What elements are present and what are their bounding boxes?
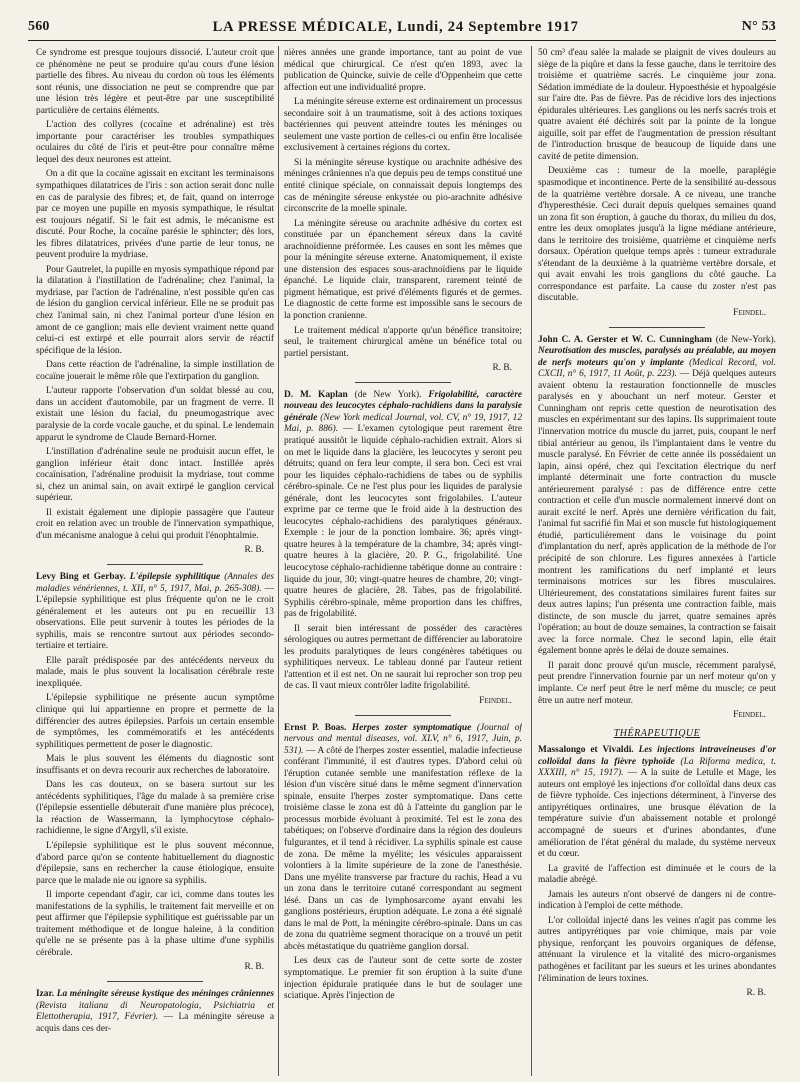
article-title: La méningite séreuse kystique des méninges crâniennes	[56, 989, 274, 1000]
paragraph: Il parait donc prouvé qu'un muscle, récemment paralysé, peut prendre l'innervation fournie par un nerf moteur qu'on y implante. Ce nerf peut être le nerf même du muscle; ce peut être un autre nerf moteur.	[538, 660, 776, 706]
article-source: (Medical Record, vol. CXCII, n° 6, 1917, 11 Août, p. 223).	[538, 357, 776, 380]
signature: Feindel.	[479, 695, 512, 706]
article-heading	[284, 390, 522, 621]
article-heading	[284, 723, 522, 954]
paragraph: L'action des collyres (cocaïne et adrénaline) est très importante pour caractériser les troubles sympathiques oculaires du côté de l'iris et peut-être pour connaître même lequel des deux neurones est atteint.	[36, 120, 274, 165]
paragraph: Il importe cependant d'agir, car ici, comme dans toutes les manifestations de la syphilis, le traitement fait merveille et on peut affirmer que l'épilepsie syphilitique est guérissable par un traitement méthodique et de longue haleine, à la condition qu'elle ne se présente pas à la phase ultime d'une syphilis cérébrale.	[36, 890, 274, 958]
paragraph: Jamais les auteurs n'ont observé de dangers ni de contre-indication à l'emploi de cette méthode.	[538, 889, 776, 912]
paragraph: Elle paraît prédisposée par des antécédents nerveux du malade, mais le plus souvent la localisation cérébrale reste inexpliquée.	[36, 655, 274, 689]
article-title: Herpes zoster symptomatique	[351, 722, 472, 733]
paragraph: Deuxième cas : tumeur de la moelle, paraplégie spasmodique et incontinence. Perte de la sensibilité au-dessous de la quatrième vertèbre dorsale. A ce niveau, une tranche d'hyperesthésie. Ceci durait depuis quelques semaines quand un zona fit son éruption, à gauche du thorax, du milieu du dos, entre les deux omoplates jusqu'à la ligne médiane antérieure, dans le territoire des troisième, quatrième et cinquième nerfs dorsaux. Opération quelque temps après : tumeur extradurale s'étendant de la deuxième à la quatrième vertèbre dorsale, et qui avait envahi les trois ganglions du côté gauche. La correspondance est parfaite. La cause du zoster n'est pas discutable.	[538, 166, 776, 304]
paragraph: Les deux cas de l'auteur sont de cette sorte de zoster symptomatique. Le premier fit son éruption à la suite d'une injection épidurale pratiquée dans le but de soulager une sciatique. Après l'injection de	[284, 956, 522, 1002]
article-author: Levy Bing et Gerbay.	[36, 571, 126, 582]
signature: Feindel.	[733, 710, 766, 721]
paragraph: Il existait également une diplopie passagère que l'auteur croit en relation avec un trouble de l'innervation sympathique, d'un mécanisme analogue à celui qui produit l'énophtalmie.	[36, 507, 274, 541]
article-separator	[355, 715, 450, 716]
paragraph: L'instillation d'adrénaline seule ne produisit aucun effet, le ganglion inférieur était donc intact. Instillée après cocaïnisation, l'adrénaline produisit la mydriase, tout comme si, chez un animal sain, on avait extirpé le ganglion cervical supérieur.	[36, 447, 274, 504]
article-text: — Déjà quelques auteurs avaient obtenu la restauration fonctionnelle de muscles paralysés en y abouchant un nerf moteur. Gerster et Cunningham ont repris cette question de neurotisation des muscles en expérimentant sur des lapins. Ils supprimaient toute l'innervation motrice du muscle du jarret, puis, coupant le nerf tibial antérieur au genou, ils l'implantaient dans le ventre du muscle paralysé. En Février de cette année ils possédaient un lapin, ainsi opéré, chez qui l'excitation électrique du nerf implanté déterminait une forte contraction du muscle antérieurement paralysé : pas de différence entre cette contraction et celle d'un muscle normalement innervé dont on aurait excité le nerf. Après une dernière vérification du fait, l'animal fut sacrifié fin Mai et son muscle fut histologiquement étudié, particulièrement dans le voisinage du point d'implantation du nerf, après application de la méthode de l'or précipité de son chlorure. Les figures annexées à l'article montrent les ramifications du nerf implanté et leurs terminaisons motrices sur les fibres musculaires. Ultérieurement, des constatations similaires furent faites sur deux autres lapins; l'un présenta une contraction faible, mais distincte, de son muscle du jarret, quatre semaines après l'opération; au bout de douze semaines, la contraction se faisait avec la force normale. Chez le second lapin, elle était également bonne après le délai de douze semaines.	[538, 369, 776, 657]
article-source: (Journal of nervous and mental diseases, vol. XLV, n° 6, 1917, Juin, p. 531).	[284, 722, 522, 756]
paragraph: On a dit que la cocaïne agissait en excitant les terminaisons sympathiques dilatatrices de l'iris : son action serait donc nulle en cas de paralysie des fibres; et, de fait, quand on interroge par ce moyen une pupille en myosis sympathique, le résultat est toujours négatif. Si le fait est admis, le mécanisme est discuté. Pour Roche, la cocaïne parésie le sphincter; dès lors, les fibres dilatatrices, privées d'une partie de leur tonus, ne peuvent produire la mydriase.	[36, 169, 274, 261]
signature: Feindel.	[733, 308, 766, 319]
paragraph: L'épilepsie syphilitique est le plus souvent méconnue, d'abord parce qu'on se contente habituellement du diagnostic d'épilepsie, sans en rechercher la cause étiologique, ensuite parce que le malade nie ou ignore sa syphilis.	[36, 841, 274, 886]
article-title: Frigolabilité, caractère nouveau des leucocytes céphalo-rachidiens dans la paralysie générale	[284, 389, 522, 423]
article-source: (New York medical Journal, vol. CV, n° 19, 1917, 12 Mai, p. 886).	[284, 412, 522, 435]
paragraph: L'épilepsie syphilitique ne présente aucun symptôme clinique qui lui appartienne en propre et permette de la différencier des autres épilepsies. Parfois un certain ensemble de symptômes, les commémoratifs et les antécédents syphilitiques permettent de poser le diagnostic.	[36, 693, 274, 750]
column-divider	[278, 46, 279, 1076]
paragraph: Ce syndrome est presque toujours dissocié. L'auteur croit que ce phénomène ne peut se produire qu'au cours d'une lésion partielle des fibres. Au niveau du cordon où tous les éléments sont réunis, une dissociation ne peut se comprendre que par une lésion très légère et peut-être par une susceptibilité particulière de certains éléments.	[36, 48, 274, 116]
article-text: — L'examen cytologique peut rarement être pratiqué aussitôt le liquide céphalo-rachidien extrait. Alors si on met le liquide dans la glacière, les leucocytes y seront peu détruits; quand on fera leur compte, il sera bon. Ceci est vrai pour les liquides céphalo-rachidiens de tabes ou de syphilis cérébro-spinale. Ce ne l'est plus pour les liquides de paralysie générale, dont les leucocytes sont frigolabiles. L'auteur exprime par ce terme que le froid aide à la destruction des leucocytes céphalo-rachidiens des paralytiques généraux. Exemple : le jour de la ponction lombaire. 36; après vingt-quatre heures à la température de la chambre, 34; après vingt-quatre heures à la glacière, 20. P. G., frigolabilité. Une leucocytose céphalo-rachidienne tabétique donne au contraire : liquide du jour, 30; vingt-quatre heures de chambre, 20; vingt-quatre heures de glacière, 28. Tabes, pas de frigolabilité. Syphilis cérébro-spinale, même proportion dans les chiffres, pas de frigolabilité.	[284, 424, 522, 620]
journal-title: LA PRESSE MÉDICALE, Lundi, 24 Septembre 1917	[212, 18, 579, 35]
signature: R. B.	[244, 545, 264, 556]
paragraph: La méningite séreuse ou arachnite adhésive du cortex est constituée par un épanchement séreux dans la cavité arachnoïdienne préformée. Les causes en sont les mêmes que pour la méningite séreuse externe. Anatomiquement, il existe une distension des espaces sous-arachnoïdiens par le liquide épanché. Le liquide clair, transparent, rarement teinté de pigment hématique, est privé d'éléments figurés et de germes. Le diagnostic de cette forme est impossible sans le secours de la ponction cranienne.	[284, 218, 522, 322]
page-header	[28, 14, 776, 40]
article-separator	[355, 382, 450, 383]
article-heading	[36, 572, 274, 653]
article-heading	[36, 989, 274, 1035]
paragraph: nières années une grande importance, tant au point de vue médical que chirurgical. Ce n'est qu'en 1893, avec la publication de Quincke, suivie de celle d'Oppenheim que cette affection eut une individualité propre.	[284, 48, 522, 93]
article-author: Izar.	[36, 989, 55, 1000]
article-separator	[107, 564, 202, 565]
article-title: Neurotisation des muscles, paralysés au préalable, au moyen de nerfs moteurs qu'on y implante	[538, 346, 776, 368]
paragraph: Si la méningite séreuse kystique ou arachnite adhésive des méninges crâniennes n'a que depuis peu de temps constitué une entité clinique spéciale, on connaissait depuis longtemps des cas de méningite séreuse enkystée ou pio-arachnite adhésive circonscrite de la moelle spinale.	[284, 157, 522, 215]
column-left	[36, 48, 274, 1078]
article-title: L'épilepsie syphilitique	[129, 571, 221, 582]
paragraph: 50 cm³ d'eau salée la malade se plaignit de vives douleurs au siège de la piqûre et dans la fesse gauche, dans le territoire des troisième et quatrième sacrés. Le cinquième jour zona. Sédation immédiate de la douleur. Hypoesthésie et hypoalgésie sur l'aire dte. Pas de fièvre. Pas de récidive lors des injections épidurales ultérieures. Les ganglions ou les nerfs sacrés trois et quatre avaient été déchirés soit par la pointe de la longue aiguille, soit par effet de l'augmentation de pression résultant de l'introduction brusque de beaucoup de liquide dans une cavité de petite dimension.	[538, 48, 776, 162]
paragraph: La gravité de l'affection est diminuée et le cours de la maladie abrégé.	[538, 863, 776, 886]
paragraph: Mais le plus souvent les éléments du diagnostic sont insuffisants et on devra recourir aux recherches de laboratoire.	[36, 754, 274, 776]
article-source: (La Riforma medica, t. XXXIII, n° 15, 1917).	[538, 756, 776, 779]
column-right	[538, 48, 776, 1078]
article-author: John C. A. Gerster et W. C. Cunningham	[538, 334, 712, 345]
header-rule	[28, 40, 776, 41]
article-author: Massalongo et Vivaldi.	[538, 745, 634, 756]
paragraph: Le traitement médical n'apporte qu'un bénéfice transitoire; seul, le traitement chirurgical amène un bénéfice total ou partiel persistant.	[284, 325, 522, 359]
signature: R. B.	[492, 363, 512, 374]
article-text: — A la suite de Letulle et Mage, les auteurs ont employé les injections d'or colloïdal dans deux cas de fièvre typhoïde. Ces injections déterminent, à l'inverse des antipyrétiques ordinaires, une brusque élévation de la température suivie d'un abaissement notable et prolongé accompagné de sueurs et d'urines abondantes, d'une amélioration de l'état général du malade, du système nerveux et du cœur.	[538, 768, 776, 860]
section-heading: THÉRAPEUTIQUE	[613, 727, 701, 739]
article-text: — A côté de l'herpes zoster essentiel, maladie infectieuse conférant l'immunité, il est d'autres types. D'abord celui où l'éruption cutanée semble une manifestation réflexe de la lésion d'un viscère situé dans le même segment d'innervation spinale, ensuite l'herpes zoster symptomatique. Dans cette troisième classe le zona est dû à l'atteinte du ganglion par le processus morbide évoluant à proximité. Tel est le zona des tabétiques; on l'observe d'ordinaire dans la région des douleurs fulgurantes, et il tend à récidiver. La syphilis spinale est cause de zona. De même la myélite; les vésicules apparaissent volontiers à la limite supérieure de la zone de l'anesthésie. Dans une myélite transverse par fracture du rachis, Head a vu un zona dans le territoire cutané correspondant au segment lésé. Dans un cas de lymphosarcome ayant envahi les ganglions postérieurs, éruption adéquate. Le zona a été signalé dans le mal de Pott, la méningite cérébro-spinale. Dans un cas de zona du quatrième segment thoracique on a trouvé un petit abcès métastatique du quatrième ganglion dorsal.	[284, 745, 522, 952]
signature: R. B.	[746, 988, 766, 999]
paragraph: Il serait bien intéressant de posséder des caractères sérologiques ou autres permettant de différencier au laboratoire les produits paralytiques de leurs congénères tabétiques ou syphilitiques nerveux. Le tableau donné par l'auteur retient l'attention et il est net. On ne saurait lui reprocher son trop peu de cas. Il vaut mieux contrôler ladite frigolabilité.	[284, 623, 522, 692]
article-text: — La méningite séreuse a acquis dans ces der-	[36, 1012, 274, 1034]
column-divider	[531, 46, 532, 1076]
article-place: (de New-York).	[715, 334, 776, 345]
article-separator	[609, 327, 704, 328]
paragraph: Dans les cas douteux, on se basera surtout sur les antécédents syphilitiques, l'âge du malade à sa première crise (l'épilepsie essentielle débuterait d'une manière plus précoce), la réaction de Wassermann, la lymphocytose céphalo-rachidienne, le signe d'Argyll, s'il existe.	[36, 780, 274, 837]
paragraph: L'auteur rapporte l'observation d'un soldat blessé au cou, dans un accident d'automobile, par un fragment de verre. Il existait une lésion du facial, du pneumogastrique avec paralysie de la corde vocale gauche, et du spinal. Le lendemain apparut le syndrome de Claude Bernard-Horner.	[36, 386, 274, 443]
article-author: Ernst P. Boas.	[284, 722, 347, 733]
paragraph: La méningite séreuse externe est ordinairement un processus secondaire soit à un traumatisme, soit à des actions toxiques bactériennes qui peuvent atteindre toutes les méninges ou seulement une vaste portion de celles-ci ou enfin être localisée exclusivement à certaines régions du cortex.	[284, 97, 522, 154]
paragraph: Dans cette réaction de l'adrénaline, la simple instillation de cocaïne jouerait le même rôle que l'extirpation du ganglion.	[36, 360, 274, 382]
paragraph: Pour Gautrelet, la pupille en myosis sympathique répond par la dilatation à l'instillation de l'adrénaline; chez l'animal, la mydriase, par l'action de l'adrénaline, n'est possible qu'en cas de lésion du ganglion cervical inférieur. Elle ne se produit pas chez l'animal sain, ni chez l'animal porteur d'une lésion en amont de ce ganglion; mais elle devient vraiment nette quand celui-ci est extirpé et elle pourrait alors servir de réactif spécifique de la lésion.	[36, 264, 274, 356]
signature: R. B.	[244, 962, 264, 973]
issue-number: N° 53	[741, 19, 776, 34]
article-text: — L'épilepsie syphilitique est plus fréquente qu'on ne le croit généralement et les auteurs ont pu en recueillir 13 observations. Elle peut survenir à toutes les périodes de la syphilis, mais se rencontre surtout aux périodes secondo-tertiaire et tertiaire.	[36, 583, 274, 652]
article-heading	[538, 745, 776, 860]
article-heading	[538, 335, 776, 658]
article-separator	[107, 981, 202, 982]
paragraph: L'or colloïdal injecté dans les veines n'agit pas comme les autres antipyrétiques par voie chimique, mais par voie physique, renforçant les pouvoirs organiques de défense, atténuant la virulence et la vitalité des micro-organismes pathogènes et facilitant par les sueurs et les urines abondantes l'élimination de leurs toxines.	[538, 915, 776, 984]
article-author: D. M. Kaplan	[284, 389, 348, 400]
article-title: Les injections intraveineuses d'or colloïdal dans la fièvre typhoïde	[538, 745, 776, 767]
article-source: (Revista italiana di Neuropatologia, Psichiatria et Elettotherapia, 1917, Février).	[36, 1000, 274, 1023]
column-middle	[284, 48, 522, 1078]
article-place: (de New York).	[354, 389, 422, 400]
page-number: 560	[28, 19, 50, 34]
article-source: (Annales des maladies vénériennes, t. XII, n° 5, 1917, Mai, p. 265-308).	[36, 571, 274, 594]
